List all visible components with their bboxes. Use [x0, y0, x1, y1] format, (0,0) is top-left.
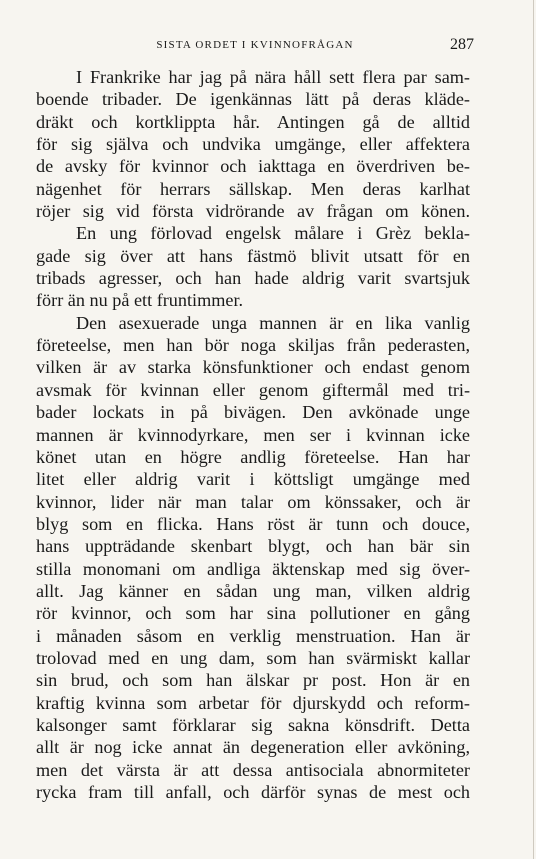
text-line: litet eller aldrig varit i köttsligt umgänge med [36, 469, 470, 490]
text-line: mannen är kvinnodyrkare, men ser i kvinnan icke [36, 424, 470, 445]
body-text [36, 66, 470, 803]
text-line: kraftig kvinna som arbetar för djurskydd och reform- [36, 692, 470, 713]
text-line: blyg som en flicka. Hans röst är tunn och douce, [36, 513, 470, 534]
text-line: men det värsta är att dessa antisociala abnormiteter [36, 759, 470, 780]
page-edge-divider [533, 0, 534, 859]
text-line: företeelse, men han bör noga skiljas från pederasten, [36, 335, 470, 356]
text-line: bader lockats in på bivägen. Den avkönade unge [36, 402, 470, 423]
page-number: 287 [450, 36, 474, 53]
text-line: stilla monomani om andliga äktenskap med sig över- [36, 558, 470, 579]
text-line: allt är nog icke annat än degeneration eller avköning, [36, 737, 470, 758]
text-line: vilken är av starka könsfunktioner och endast genom [36, 357, 470, 378]
text-line: I Frankrike har jag på nära håll sett flera par sam- [76, 67, 470, 87]
text-line: avsmak för kvinnan eller genom giftermål med tri- [36, 379, 470, 400]
text-line: kalsonger samt förklarar sig sakna könsdrift. Detta [36, 714, 470, 735]
text-line: kvinnor, lider när man talar om könssaker, och är [36, 491, 470, 512]
text-line: tribads agresser, och han hade aldrig varit svartsjuk [36, 268, 470, 289]
text-line: röjer sig vid första vidrörande av frågan om könen. [36, 201, 470, 222]
text-line: allt. Jag känner en sådan ung man, vilken aldrig [36, 580, 470, 601]
running-title: SISTA ORDET I KVINNOFRÅGAN [156, 39, 354, 51]
text-line: nägenhet för herrars sällskap. Men deras karlhat [36, 178, 470, 199]
text-line: dräkt och kortklippta hår. Antingen gå de alltid [36, 111, 470, 132]
text-line: de avsky för kvinnor och iakttaga en överdriven be- [36, 156, 470, 177]
running-head [36, 36, 474, 56]
text-line: boende tribader. De igenkännas lätt på deras kläde- [36, 89, 470, 110]
text-line: för sig själva och undvika umgänge, eller affektera [36, 134, 470, 155]
text-line: sin brud, och som han älskar pr post. Hon är en [36, 670, 470, 691]
text-line: rör kvinnor, och som har sina pollutioner en gång [36, 603, 470, 624]
text-line: hans uppträdande skenbart blygt, och han bär sin [36, 536, 470, 557]
text-line: gade sig över att hans fästmö blivit utsatt för en [36, 245, 470, 266]
text-line: könet utan en högre andlig företeelse. Han har [36, 446, 470, 467]
text-line: rycka fram till anfall, och därför synas de mest och [36, 782, 470, 802]
text-line: i månaden såsom en verklig menstruation. Han är [36, 625, 470, 646]
text-line: trolovad med en ung dam, som han svärmiskt kallar [36, 647, 470, 668]
text-line: En ung förlovad engelsk målare i Grèz bekla- [76, 223, 470, 244]
text-line: förr än nu på ett fruntimmer. [36, 290, 244, 311]
text-line: Den asexuerade unga mannen är en lika vanlig [76, 312, 470, 333]
